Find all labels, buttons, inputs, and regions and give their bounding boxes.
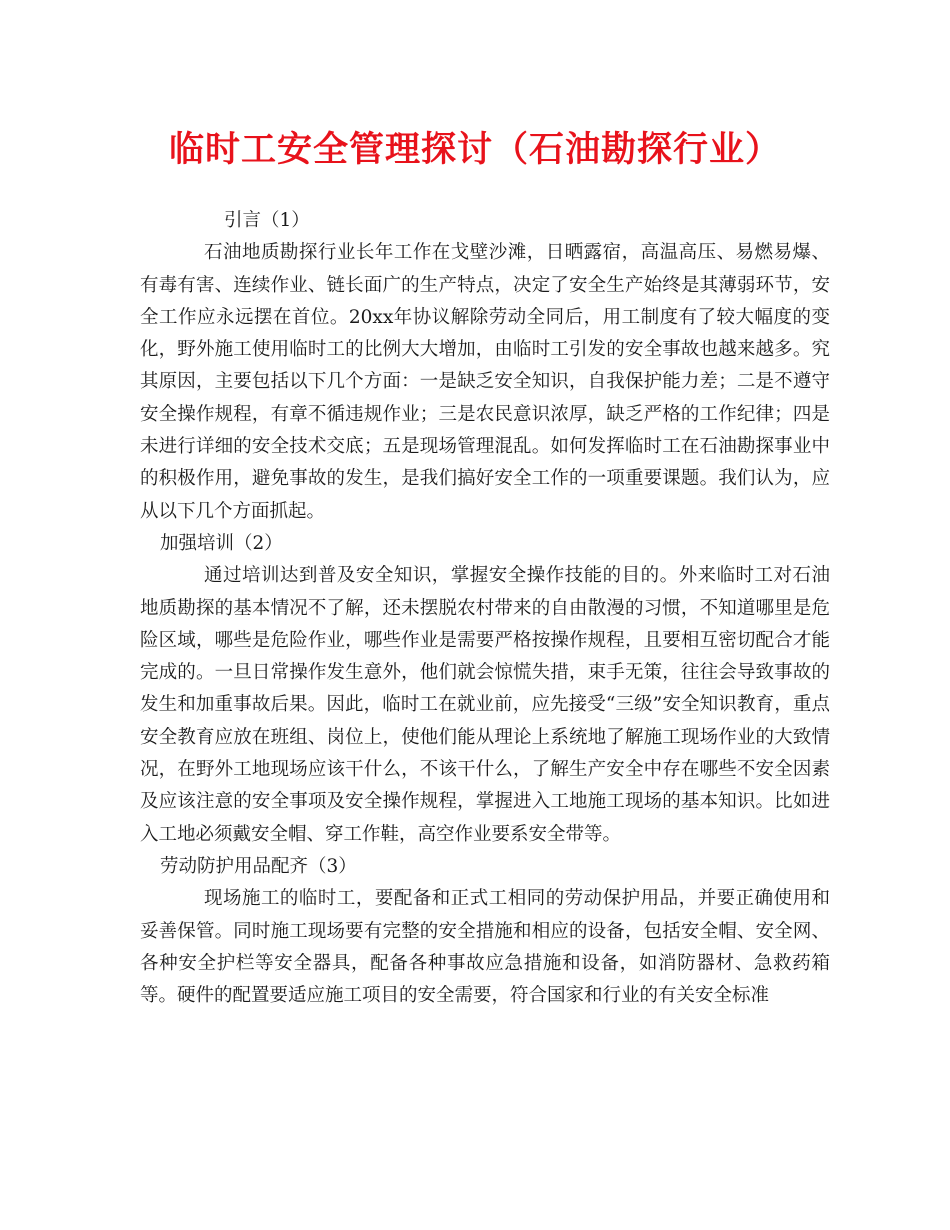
- document-body: [140, 205, 830, 1012]
- section-heading-protective-equipment: 劳动防护用品配齐（3）: [160, 855, 357, 877]
- section-paragraph-protective-equipment: 现场施工的临时工，要配备和正式工相同的劳动保护用品，并要正确使用和妥善保管。同时施工现场要有完整的安全措施和相应的设备，包括安全帽、安全网、各种安全护栏等安全器具，配备各种事故应急措施和设备，如消防器材、急救药箱等。硬件的配置要适应施工项目的安全需要，符合国家和行业的有关安全标准: [140, 888, 830, 1007]
- section-paragraph-training: 通过培训达到普及安全知识，掌握安全操作技能的目的。外来临时工对石油地质勘探的基本情况不了解，还未摆脱农村带来的自由散漫的习惯，不知道哪里是危险区域，哪些是危险作业，哪些作业是需要严格按操作规程，且要相互密切配合才能完成的。一旦日常操作发生意外，他们就会惊慌失措，束手无策，往往会导致事故的发生和加重事故后果。因此，临时工在就业前，应先接受“三级”安全知识教育，重点安全教育应放在班组、岗位上，使他们能从理论上系统地了解施工现场作业的大致情况，在野外工地现场应该干什么，不该干什么，了解生产安全中存在哪些不安全因素及应该注意的安全事项及安全操作规程，掌握进入工地施工现场的基本知识。比如进入工地必须戴安全帽、穿工作鞋，高空作业要系安全带等。: [140, 565, 830, 845]
- section-heading-training: 加强培训（2）: [160, 532, 283, 554]
- document-title: 临时工安全管理探讨（石油勘探行业）: [168, 129, 781, 170]
- section-paragraph-intro: 石油地质勘探行业长年工作在戈壁沙滩，日晒露宿，高温高压、易燃易爆、有毒有害、连续作业、链长面广的生产特点，决定了安全生产始终是其薄弱环节，安全工作应永远摆在首位。20xx年协议解除劳动全同后，用工制度有了较大幅度的变化，野外施工使用临时工的比例大大增加，由临时工引发的安全事故也越来越多。究其原因，主要包括以下几个方面：一是缺乏安全知识，自我保护能力差；二是不遵守安全操作规程，有章不循违规作业；三是农民意识浓厚，缺乏严格的工作纪律；四是未进行详细的安全技术交底；五是现场管理混乱。如何发挥临时工在石油勘探事业中的积极作用，避免事故的发生，是我们搞好安全工作的一项重要课题。我们认为，应从以下几个方面抓起。: [140, 242, 830, 522]
- section-heading-intro: 引言（1）: [224, 210, 310, 231]
